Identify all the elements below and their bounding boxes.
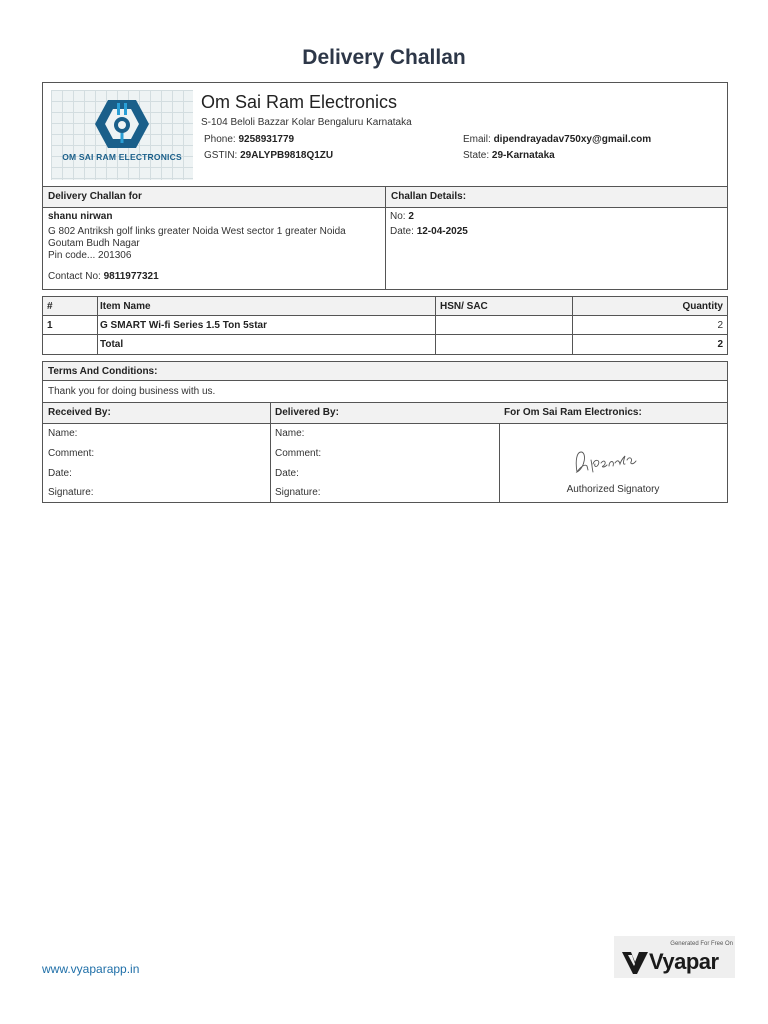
table-row-quantity: 2	[717, 320, 723, 331]
vyapar-logo-icon	[622, 952, 648, 974]
badge-caption: Generated For Free On	[670, 941, 733, 947]
items-table	[42, 296, 728, 355]
delivered-date-label: Date:	[275, 468, 299, 479]
divider	[435, 297, 436, 354]
company-address: S-104 Beloli Bazzar Kolar Bengaluru Karnataka	[201, 117, 412, 128]
delivered-signature-label: Signature:	[275, 487, 321, 498]
page-title: Delivery Challan	[302, 46, 466, 69]
delivered-name-label: Name:	[275, 428, 305, 439]
challan-header-box	[42, 82, 728, 290]
customer-address-line2: Goutam Budh Nagar	[48, 238, 140, 249]
handwritten-signature	[571, 446, 639, 478]
divider	[43, 380, 727, 381]
divider	[97, 297, 98, 354]
col-header-hsn: HSN/ SAC	[440, 301, 488, 312]
bill-to-heading: Delivery Challan for	[43, 187, 385, 207]
terms-heading: Terms And Conditions:	[43, 362, 727, 381]
company-state: State: 29-Karnataka	[463, 150, 555, 161]
terms-text: Thank you for doing business with us.	[48, 386, 216, 397]
customer-contact: Contact No: 9811977321	[48, 271, 159, 282]
terms-signature-box	[42, 361, 728, 503]
badge-brand: Vyapar	[649, 949, 719, 974]
delivered-comment-label: Comment:	[275, 448, 322, 459]
for-company-heading: For Om Sai Ram Electronics:	[504, 407, 642, 418]
table-row-index: 1	[47, 320, 53, 331]
customer-pincode: Pin code... 201306	[48, 250, 132, 261]
customer-name: shanu nirwan	[48, 211, 113, 222]
total-label: Total	[100, 339, 124, 350]
received-name-label: Name:	[48, 428, 78, 439]
company-logo	[51, 90, 193, 180]
company-name: Om Sai Ram Electronics	[201, 92, 398, 112]
delivered-by-heading: Delivered By:	[275, 407, 339, 418]
col-header-item-name: Item Name	[100, 301, 151, 312]
company-gstin: GSTIN: 29ALYPB9818Q1ZU	[204, 150, 334, 161]
received-signature-label: Signature:	[48, 487, 94, 498]
divider	[43, 315, 727, 316]
challan-details-heading: Challan Details:	[386, 187, 727, 207]
divider	[43, 334, 727, 335]
table-row-item-name: G SMART Wi-fi Series 1.5 Ton 5star	[100, 320, 267, 331]
company-email: Email: dipendrayadav750xy@gmail.com	[463, 134, 652, 145]
col-header-index: #	[47, 301, 53, 312]
received-by-heading: Received By:	[48, 407, 111, 418]
divider	[385, 186, 386, 289]
vyapar-badge[interactable]	[614, 936, 735, 978]
customer-address-line1: G 802 Antriksh golf links greater Noida West sector 1 greater Noida	[48, 226, 346, 237]
divider	[270, 403, 271, 502]
plug-icon	[94, 98, 150, 150]
divider	[572, 297, 573, 354]
received-date-label: Date:	[48, 468, 72, 479]
challan-date: Date: 12-04-2025	[390, 226, 468, 237]
col-header-quantity: Quantity	[682, 301, 723, 312]
company-phone: Phone: 9258931779	[204, 134, 295, 145]
website-link[interactable]: www.vyaparapp.in	[42, 962, 140, 976]
challan-number: No: 2	[390, 211, 414, 222]
total-quantity: 2	[717, 339, 723, 350]
received-comment-label: Comment:	[48, 448, 95, 459]
authorized-signatory: Authorized Signatory	[566, 484, 660, 495]
logo-text: OM SAI RAM ELECTRONICS	[62, 152, 182, 162]
divider	[43, 423, 727, 424]
